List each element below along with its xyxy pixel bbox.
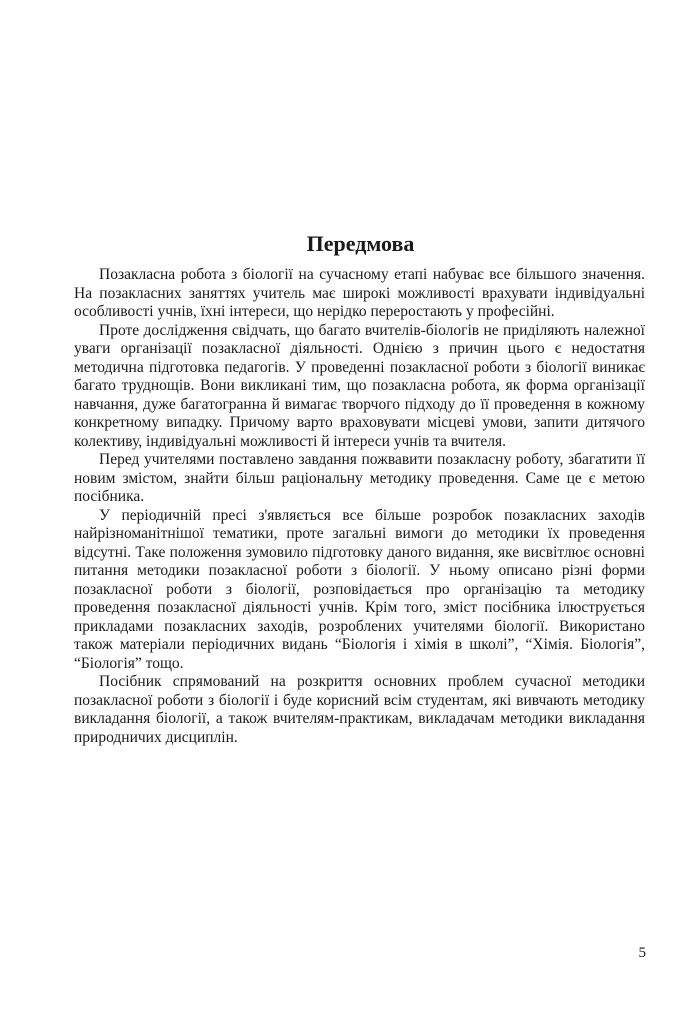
paragraph: Проте дослідження свідчать, що багато вчителів-біологів не приділяють належної уваги організації позакласної діяльності. Однією з причин цього є недостатня методична підготовка педагогів. У проведенні позакласної роботи з біології виникає багато труднощів. Вони викликані тим, що позакласна робота, як форма організації навчання, дуже багатогранна й вимагає творчого підходу до її проведення в кожному конкретному випадку. Причому варто враховувати місцеві умови, запити дитячого колективу, індивідуальні можливості й інтереси учнів та вчителя. [74, 321, 645, 450]
page-number: 5 [638, 945, 646, 961]
paragraph: У періодичній пресі з'являється все більше розробок позакласних заходів найрізноманітнішої тематики, проте загальні вимоги до методики їх проведення відсутні. Таке положення зумовило підготовку даного видання, яке висвітлює основні питання методики позакласної роботи з біології. У ньому описано різні форми позакласної роботи з біології, розповідається про організацію та методику проведення позакласної діяльності учнів. Крім того, зміст посібника ілюструється прикладами позакласних заходів, розроблених учителями біології. Використано також матеріали періодичних видань “Біологія і хімія в школі”, “Хімія. Біологія”, “Біологія” тощо. [74, 506, 645, 672]
page-title: Передмова [306, 231, 415, 256]
paragraph: Позакласна робота з біології на сучасному етапі набуває все більшого значення. На позакласних заняттях учитель має широкі можливості врахувати індивідуальні особливості учнів, їхні інтереси, що нерідко переростають у професійні. [74, 266, 645, 320]
paragraph: Перед учителями поставлено завдання пожвавити позакласну роботу, збагатити її новим змістом, знайти більш раціональну методику проведення. Саме це є метою посібника. [74, 451, 645, 505]
paragraph: Посібник спрямований на розкриття основних проблем сучасної методики позакласної роботи з біології і буде корисний всім студентам, які вивчають методику викладання біології, а також вчителям-практикам, викладачам методики викладання природничих дисциплін. [74, 673, 645, 746]
body-text [74, 266, 645, 747]
